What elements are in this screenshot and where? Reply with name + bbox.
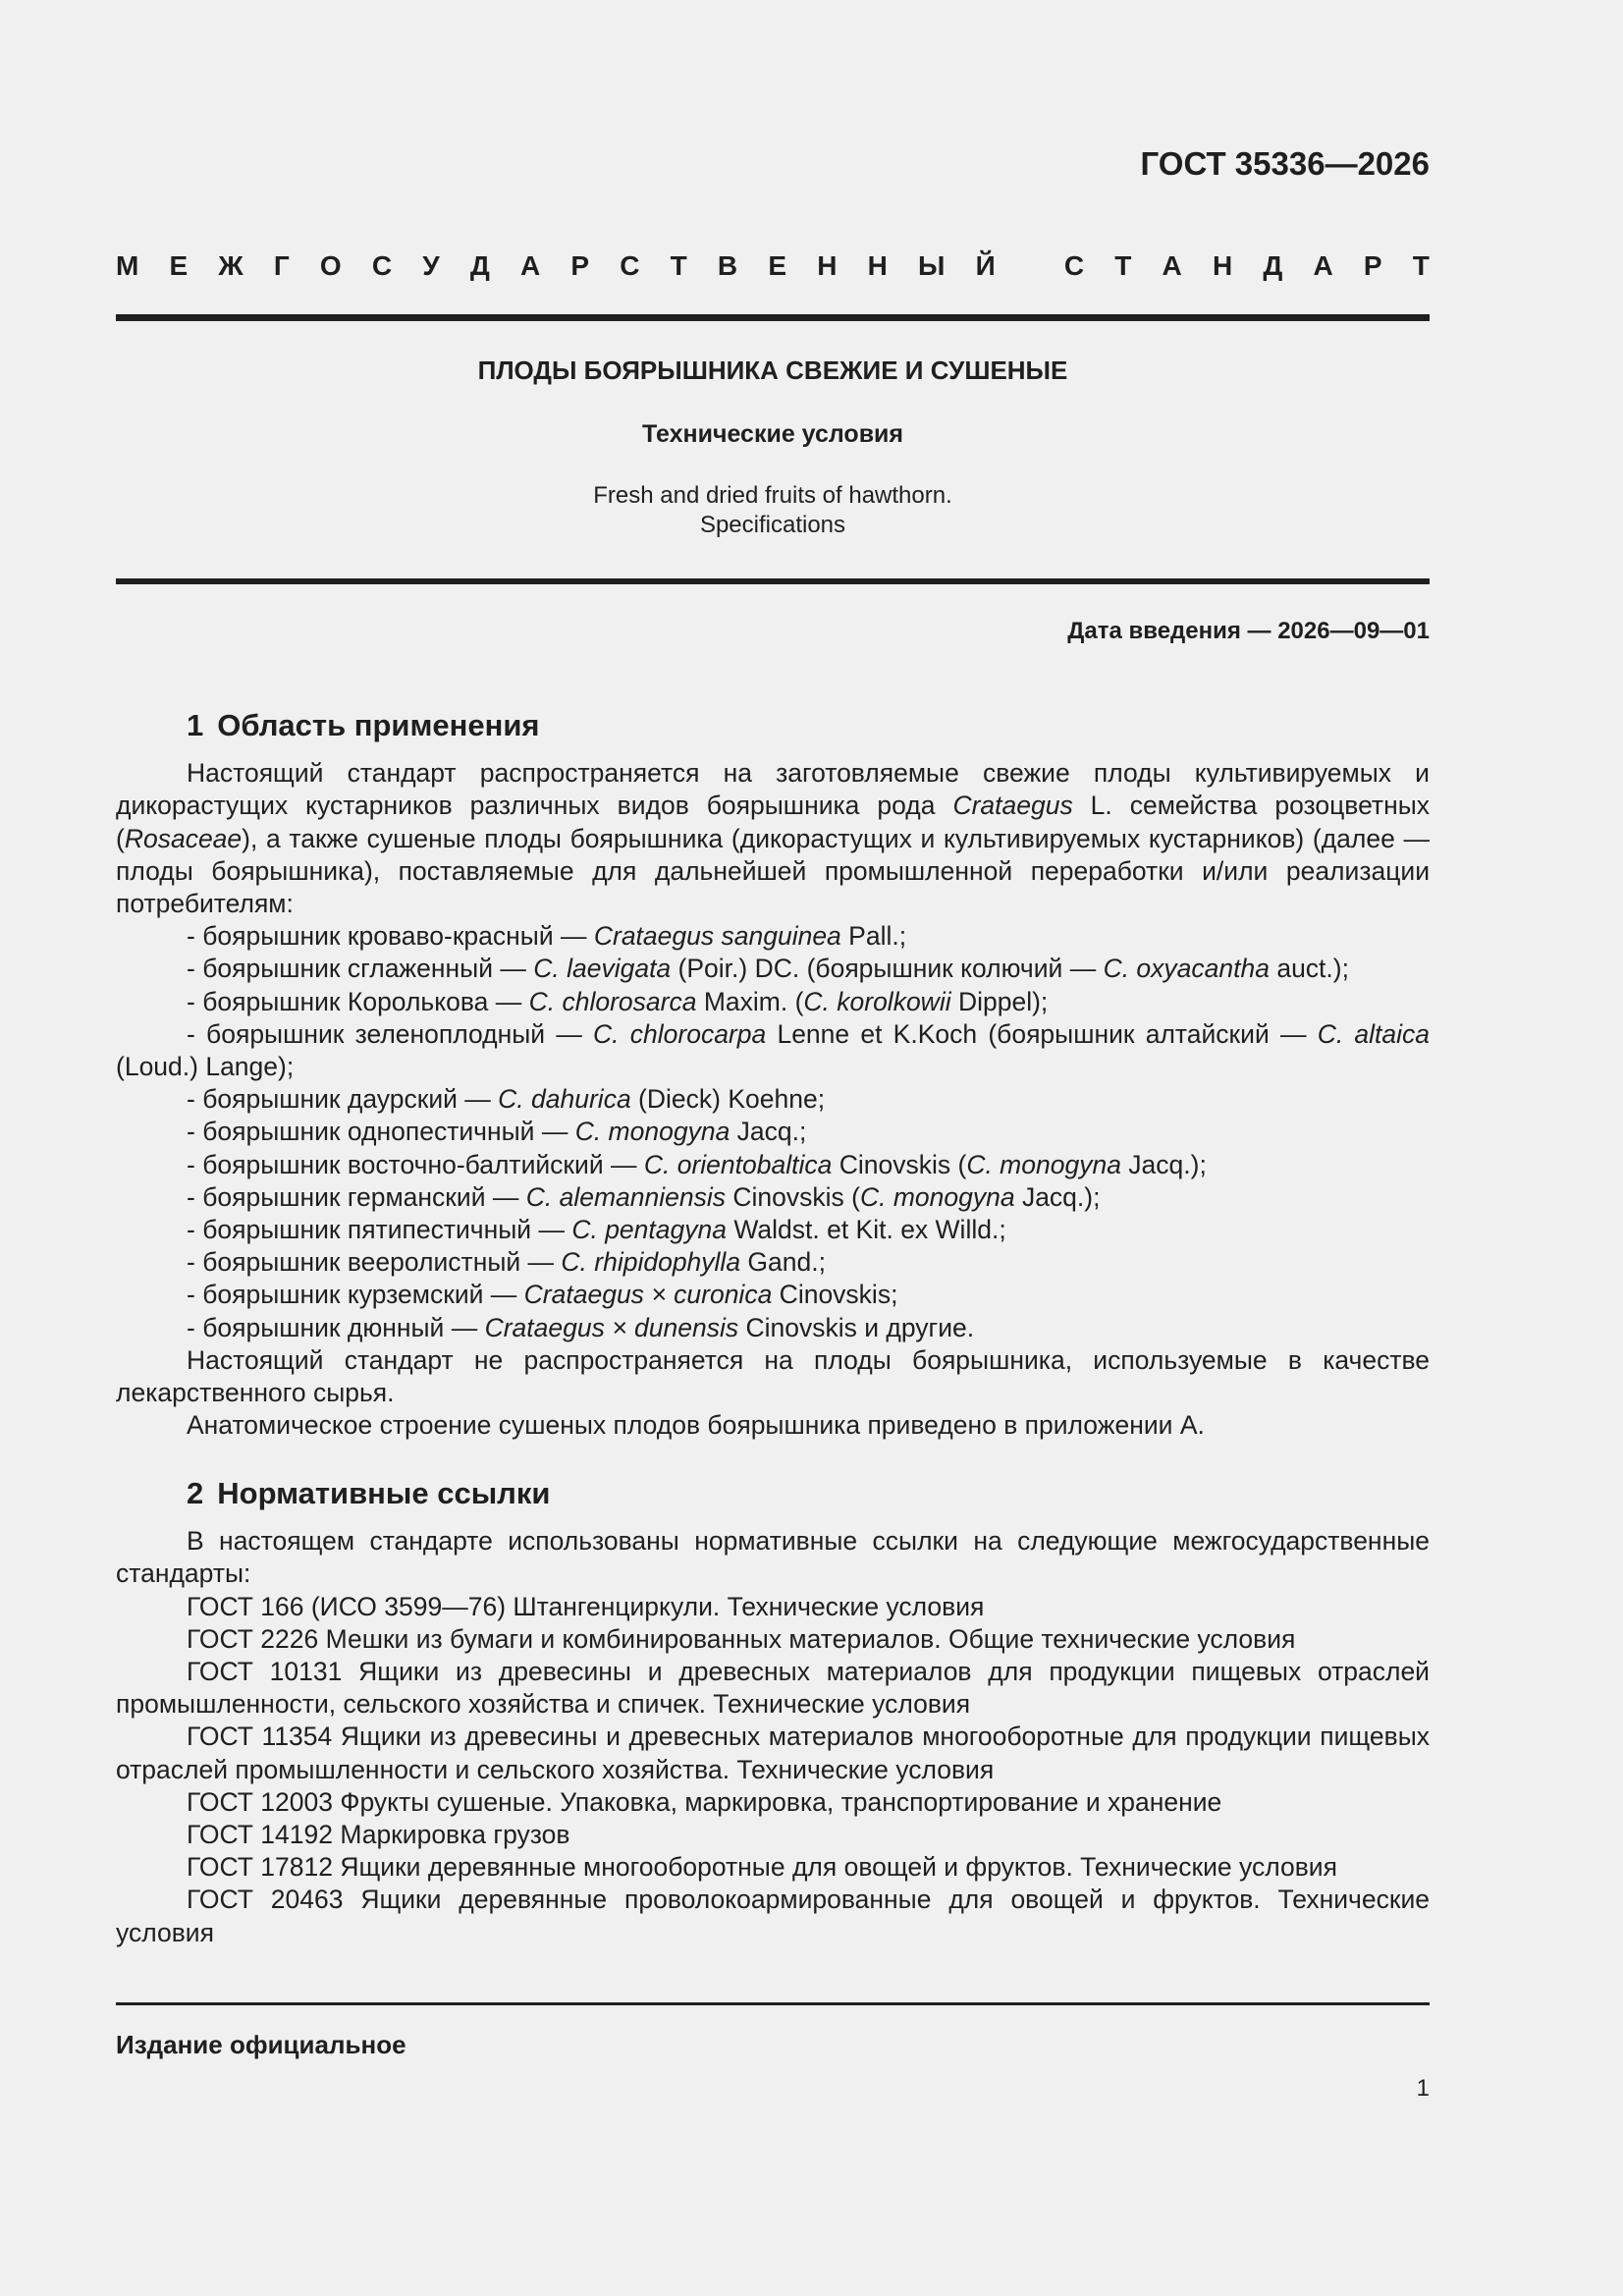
italic-species-name: C. chlorocarpa bbox=[593, 1018, 767, 1049]
heading-letter: Н bbox=[867, 250, 888, 281]
italic-species-name: C. monogyna bbox=[966, 1149, 1121, 1179]
species-list-item bbox=[116, 1083, 1430, 1116]
text-span: боярышник зеленоплодный — bbox=[206, 1018, 594, 1049]
heading-letter: А bbox=[1162, 250, 1182, 281]
title-english-line1: Fresh and dried fruits of hawthorn. bbox=[593, 482, 952, 509]
text-span: боярышник однопестичный — bbox=[202, 1117, 575, 1147]
text-span: (Dieck) Koehne; bbox=[630, 1084, 826, 1115]
heading-letter: Й bbox=[975, 250, 996, 281]
introduction-date: Дата введения — 2026—09—01 bbox=[1067, 618, 1430, 644]
list-dash: - bbox=[187, 1084, 203, 1115]
list-dash: - bbox=[187, 921, 203, 952]
text-span: (Poir.) DC. (боярышник колючий — bbox=[671, 954, 1104, 984]
heading-letter: Д bbox=[469, 250, 490, 281]
header-rule bbox=[116, 314, 1430, 321]
document-code: ГОСТ 35336—2026 bbox=[1140, 145, 1430, 182]
species-list-item bbox=[116, 1312, 1430, 1344]
section-1-exclusion-paragraph: Настоящий стандарт не распространяется на плоды боярышника, используемые в качестве лекарственного сырья. bbox=[116, 1344, 1430, 1408]
text-span: Pall.; bbox=[840, 921, 907, 952]
species-list-item bbox=[116, 1246, 1430, 1279]
text-span: Jacq.); bbox=[1120, 1149, 1207, 1179]
species-list-item bbox=[116, 1018, 1430, 1083]
title-english bbox=[116, 481, 1430, 540]
text-span: боярышник сглаженный — bbox=[202, 954, 534, 984]
text-span: Cinovskis; bbox=[772, 1280, 898, 1310]
species-list-item bbox=[116, 1116, 1430, 1148]
footer-rule bbox=[116, 2002, 1430, 2005]
text-span: (Loud.) Lange); bbox=[116, 1052, 295, 1082]
italic-species-name: C. alemanniensis bbox=[525, 1181, 726, 1212]
text-span: боярышник восточно-балтийский — bbox=[202, 1149, 644, 1179]
italic-species-name: Crataegus sanguinea bbox=[593, 921, 841, 952]
section-1-heading bbox=[116, 709, 1430, 741]
italic-species-name: C. monogyna bbox=[859, 1181, 1015, 1212]
italic-species-name: C. monogyna bbox=[574, 1117, 730, 1147]
reference-item: ГОСТ 166 (ИСО 3599—76) Штангенциркули. Технические условия bbox=[187, 1591, 985, 1621]
italic-genus: Crataegus bbox=[952, 791, 1073, 821]
text-span: Waldst. et Kit. ex Willd.; bbox=[726, 1215, 1006, 1245]
species-list-item bbox=[116, 920, 1430, 953]
italic-species-name: C. korolkowii bbox=[803, 986, 951, 1016]
heading-letter: Е bbox=[768, 250, 787, 281]
list-dash: - bbox=[187, 1312, 203, 1342]
title-russian: ПЛОДЫ БОЯРЫШНИКА СВЕЖИЕ И СУШЕНЫЕ bbox=[477, 355, 1068, 385]
heading-letter: О bbox=[319, 250, 342, 281]
reference-item: ГОСТ 12003 Фрукты сушеные. Упаковка, маркировка, транспортирование и хранение bbox=[187, 1786, 1222, 1817]
references-list bbox=[116, 1591, 1430, 1949]
section-2-paragraph: В настоящем стандарте использованы нормативные ссылки на следующие межгосударственные стандарты: bbox=[116, 1526, 1430, 1589]
list-dash: - bbox=[187, 1149, 203, 1179]
list-dash: - bbox=[187, 1018, 207, 1049]
text-span: Cinovskis ( bbox=[832, 1149, 967, 1179]
section-2 bbox=[116, 1477, 1430, 1949]
heading-word-gap bbox=[1026, 250, 1034, 282]
reference-item: ГОСТ 17812 Ящики деревянные многооборотные для овощей и фруктов. Технические условия bbox=[187, 1852, 1337, 1883]
text-span: боярышник Королькова — bbox=[202, 986, 529, 1016]
text-span: Maxim. ( bbox=[696, 986, 804, 1016]
section-number: 2 bbox=[187, 1476, 204, 1510]
heading-letter: Г bbox=[273, 250, 290, 281]
text-span: Настоящий стандарт распространяется на заготовляемые свежие плоды культивируемых и дикорастущих кустарников различных видов боярышника рода bbox=[116, 758, 1430, 821]
heading-letter: А bbox=[1313, 250, 1333, 281]
list-dash: - bbox=[187, 986, 203, 1016]
section-title: Область применения bbox=[217, 708, 540, 742]
text-span: Lenne et K.Koch (боярышник алтайский — bbox=[766, 1018, 1318, 1049]
section-title: Нормативные ссылки bbox=[217, 1476, 551, 1510]
text-span: auct.); bbox=[1269, 954, 1349, 984]
text-span: ), а также сушеные плоды боярышника (дикорастущих и культивируемых кустарников) (далее — плоды боярышника), поставляемые для дальнейшей промышленной переработки и/или реализации потребителям: bbox=[116, 823, 1430, 919]
list-dash: - bbox=[187, 1247, 203, 1278]
list-dash: - bbox=[187, 1280, 203, 1310]
species-list-item bbox=[116, 1214, 1430, 1246]
section-1 bbox=[116, 709, 1430, 1442]
text-span: Jacq.; bbox=[730, 1117, 807, 1147]
italic-species-name: C. pentagyna bbox=[571, 1215, 727, 1245]
heading-letter: Д bbox=[1263, 250, 1283, 281]
heading-letter: У bbox=[422, 250, 440, 281]
title-rule bbox=[116, 578, 1430, 584]
list-dash: - bbox=[187, 1117, 203, 1147]
text-span: боярышник курземский — bbox=[202, 1280, 524, 1310]
section-number: 1 bbox=[187, 708, 204, 742]
list-dash: - bbox=[187, 954, 203, 984]
heading-letter: Ы bbox=[918, 250, 946, 281]
text-span: боярышник даурский — bbox=[202, 1084, 499, 1115]
intergov-standard-heading bbox=[116, 250, 1430, 282]
heading-letter: А bbox=[519, 250, 541, 281]
italic-species-name: Crataegus × curonica bbox=[523, 1280, 773, 1310]
list-dash: - bbox=[187, 1181, 203, 1212]
text-span: боярышник германский — bbox=[202, 1181, 526, 1212]
list-dash: - bbox=[187, 1215, 203, 1245]
official-edition-label: Издание официальное bbox=[116, 2030, 406, 2059]
text-span: боярышник дюнный — bbox=[202, 1312, 485, 1342]
section-1-paragraph bbox=[116, 757, 1430, 920]
heading-letter: С bbox=[371, 250, 393, 281]
subtitle-russian: Технические условия bbox=[641, 420, 904, 448]
reference-item: ГОСТ 10131 Ящики из древесины и древесных материалов для продукции пищевых отраслей промышленности, сельского хозяйства и спичек. Технические условия bbox=[116, 1657, 1430, 1720]
heading-letter: Н bbox=[1212, 250, 1233, 281]
section-2-heading bbox=[116, 1477, 1430, 1509]
heading-letter: Т bbox=[1412, 250, 1430, 281]
page-number: 1 bbox=[1416, 2075, 1430, 2102]
heading-letter: Е bbox=[169, 250, 189, 281]
heading-letter: С bbox=[620, 250, 640, 281]
heading-letter: В bbox=[717, 250, 738, 281]
text-span: боярышник вееролистный — bbox=[202, 1247, 562, 1278]
heading-letter: Р bbox=[570, 250, 590, 281]
text-span: Dippel); bbox=[950, 986, 1049, 1016]
italic-species-name: C. altaica bbox=[1317, 1018, 1431, 1049]
species-list bbox=[116, 920, 1430, 1344]
italic-species-name: C. orientobaltica bbox=[643, 1149, 833, 1179]
italic-species-name: C. chlorosarca bbox=[528, 986, 697, 1016]
text-span: Jacq.); bbox=[1014, 1181, 1101, 1212]
italic-species-name: Crataegus × dunensis bbox=[484, 1312, 739, 1342]
heading-letter: Ж bbox=[218, 250, 243, 281]
text-span: Cinovskis и другие. bbox=[738, 1312, 975, 1342]
italic-species-name: C. oxyacantha bbox=[1103, 954, 1270, 984]
heading-letter: М bbox=[116, 250, 139, 281]
species-list-item bbox=[116, 953, 1430, 985]
species-list-item bbox=[116, 1279, 1430, 1311]
italic-family: Rosaceae bbox=[124, 823, 243, 853]
text-span: боярышник кроваво-красный — bbox=[202, 921, 594, 952]
title-english-line2: Specifications bbox=[699, 512, 846, 538]
italic-species-name: C. laevigata bbox=[533, 954, 672, 984]
text-span: Gand.; bbox=[740, 1247, 826, 1278]
reference-item: ГОСТ 14192 Маркировка грузов bbox=[187, 1820, 570, 1850]
heading-letter: Т bbox=[1114, 250, 1132, 281]
text-span: L. семейства розоцветных ( bbox=[116, 791, 1430, 853]
species-list-item bbox=[116, 986, 1430, 1018]
species-list-item bbox=[116, 1181, 1430, 1214]
species-list-item bbox=[116, 1149, 1430, 1181]
italic-species-name: C. dahurica bbox=[498, 1084, 631, 1115]
reference-item: ГОСТ 11354 Ящики из древесины и древесных материалов многооборотные для продукции пищевых отраслей промышленности и сельского хозяйства. Технические условия bbox=[116, 1722, 1430, 1784]
heading-letter: Н bbox=[817, 250, 838, 281]
heading-letter: Р bbox=[1363, 250, 1382, 281]
heading-letter: С bbox=[1063, 250, 1085, 281]
reference-item: ГОСТ 2226 Мешки из бумаги и комбинированных материалов. Общие технические условия bbox=[187, 1623, 1296, 1654]
section-1-annex-paragraph: Анатомическое строение сушеных плодов боярышника приведено в приложении А. bbox=[187, 1410, 1205, 1441]
text-span: боярышник пятипестичный — bbox=[202, 1215, 572, 1245]
text-span: Cinovskis ( bbox=[726, 1181, 860, 1212]
italic-species-name: C. rhipidophylla bbox=[561, 1247, 741, 1278]
reference-item: ГОСТ 20463 Ящики деревянные проволокоармированные для овощей и фруктов. Технические условия bbox=[116, 1885, 1430, 1947]
heading-letter: Т bbox=[670, 250, 687, 281]
